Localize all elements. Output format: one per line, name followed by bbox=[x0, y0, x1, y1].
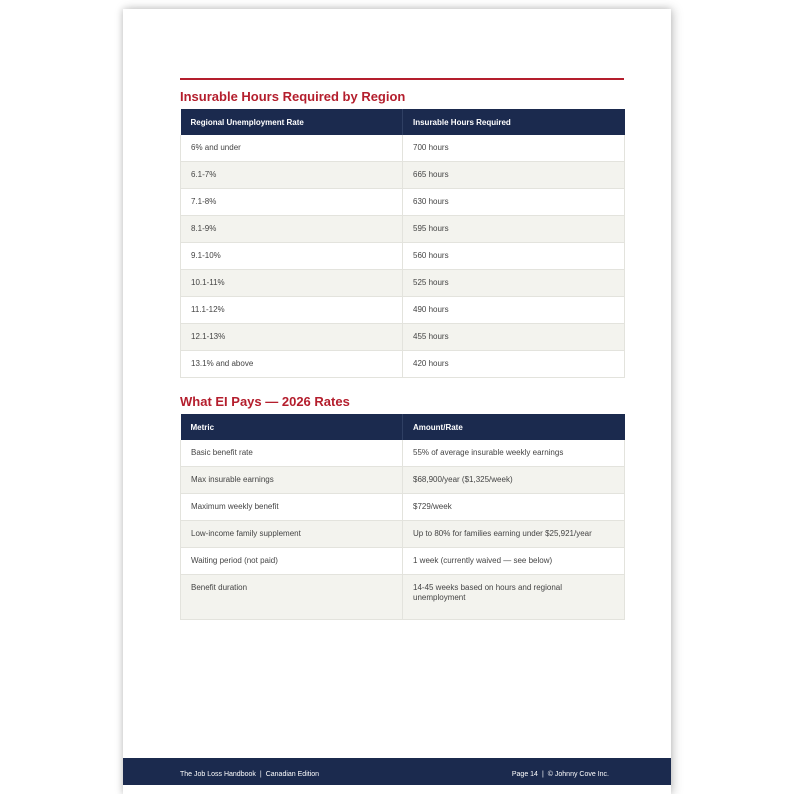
table-cell: 10.1-11% bbox=[181, 270, 403, 297]
section-title-insurable-hours: Insurable Hours Required by Region bbox=[180, 89, 406, 104]
table-cell: Waiting period (not paid) bbox=[181, 548, 403, 575]
table-cell: 11.1-12% bbox=[181, 297, 403, 324]
table-cell: $68,900/year ($1,325/week) bbox=[403, 467, 625, 494]
section-top-rule bbox=[180, 78, 624, 80]
table-cell: 630 hours bbox=[403, 189, 625, 216]
table-cell: Max insurable earnings bbox=[181, 467, 403, 494]
table-cell: 12.1-13% bbox=[181, 324, 403, 351]
column-header: Metric bbox=[181, 414, 403, 440]
table-cell: 8.1-9% bbox=[181, 216, 403, 243]
table-header-row bbox=[181, 414, 625, 440]
table-cell: Low-income family supplement bbox=[181, 521, 403, 548]
footer-left bbox=[180, 771, 319, 778]
insurable-hours-table bbox=[180, 109, 625, 378]
table-cell: 525 hours bbox=[403, 270, 625, 297]
table-header-row bbox=[181, 109, 625, 135]
table-cell: 9.1-10% bbox=[181, 243, 403, 270]
table-row bbox=[181, 162, 625, 189]
footer-edition: Canadian Edition bbox=[265, 771, 320, 778]
table-row bbox=[181, 135, 625, 162]
table-row bbox=[181, 189, 625, 216]
table-row bbox=[181, 270, 625, 297]
document-page bbox=[123, 9, 671, 794]
ei-rates-table bbox=[180, 414, 625, 620]
table-cell: Up to 80% for families earning under $25,921/year bbox=[403, 521, 625, 548]
table-cell: 6.1-7% bbox=[181, 162, 403, 189]
table-cell: 455 hours bbox=[403, 324, 625, 351]
footer-separator: | bbox=[259, 771, 262, 778]
footer-book-title: The Job Loss Handbook bbox=[180, 771, 256, 778]
column-header: Insurable Hours Required bbox=[403, 109, 625, 135]
table-cell: 560 hours bbox=[403, 243, 625, 270]
table-row bbox=[181, 575, 625, 620]
table-cell: 55% of average insurable weekly earnings bbox=[403, 440, 625, 467]
table-cell: 6% and under bbox=[181, 135, 403, 162]
table-cell: 490 hours bbox=[403, 297, 625, 324]
table-cell: Maximum weekly benefit bbox=[181, 494, 403, 521]
table-cell: 14-45 weeks based on hours and regional unemployment bbox=[403, 575, 625, 620]
footer-right bbox=[512, 771, 609, 778]
table-row bbox=[181, 297, 625, 324]
table-row bbox=[181, 440, 625, 467]
table-row bbox=[181, 243, 625, 270]
table-cell: 13.1% and above bbox=[181, 351, 403, 378]
column-header: Regional Unemployment Rate bbox=[181, 109, 403, 135]
table-cell: 700 hours bbox=[403, 135, 625, 162]
footer-page-number: Page 14 bbox=[511, 771, 538, 778]
table-row bbox=[181, 494, 625, 521]
table-row bbox=[181, 351, 625, 378]
table-row bbox=[181, 216, 625, 243]
table-cell: 7.1-8% bbox=[181, 189, 403, 216]
footer-copyright: © Johnny Cove Inc. bbox=[547, 771, 609, 778]
table-cell: Basic benefit rate bbox=[181, 440, 403, 467]
page-footer bbox=[123, 758, 671, 785]
table-row bbox=[181, 467, 625, 494]
section-title-ei-pays: What EI Pays — 2026 Rates bbox=[180, 394, 350, 409]
footer-separator: | bbox=[541, 771, 544, 778]
table-row bbox=[181, 324, 625, 351]
table-cell: $729/week bbox=[403, 494, 625, 521]
table-cell: 595 hours bbox=[403, 216, 625, 243]
table-cell: 420 hours bbox=[403, 351, 625, 378]
table-row bbox=[181, 521, 625, 548]
column-header: Amount/Rate bbox=[403, 414, 625, 440]
table-cell: 665 hours bbox=[403, 162, 625, 189]
table-row bbox=[181, 548, 625, 575]
table-cell: Benefit duration bbox=[181, 575, 403, 620]
table-cell: 1 week (currently waived — see below) bbox=[403, 548, 625, 575]
